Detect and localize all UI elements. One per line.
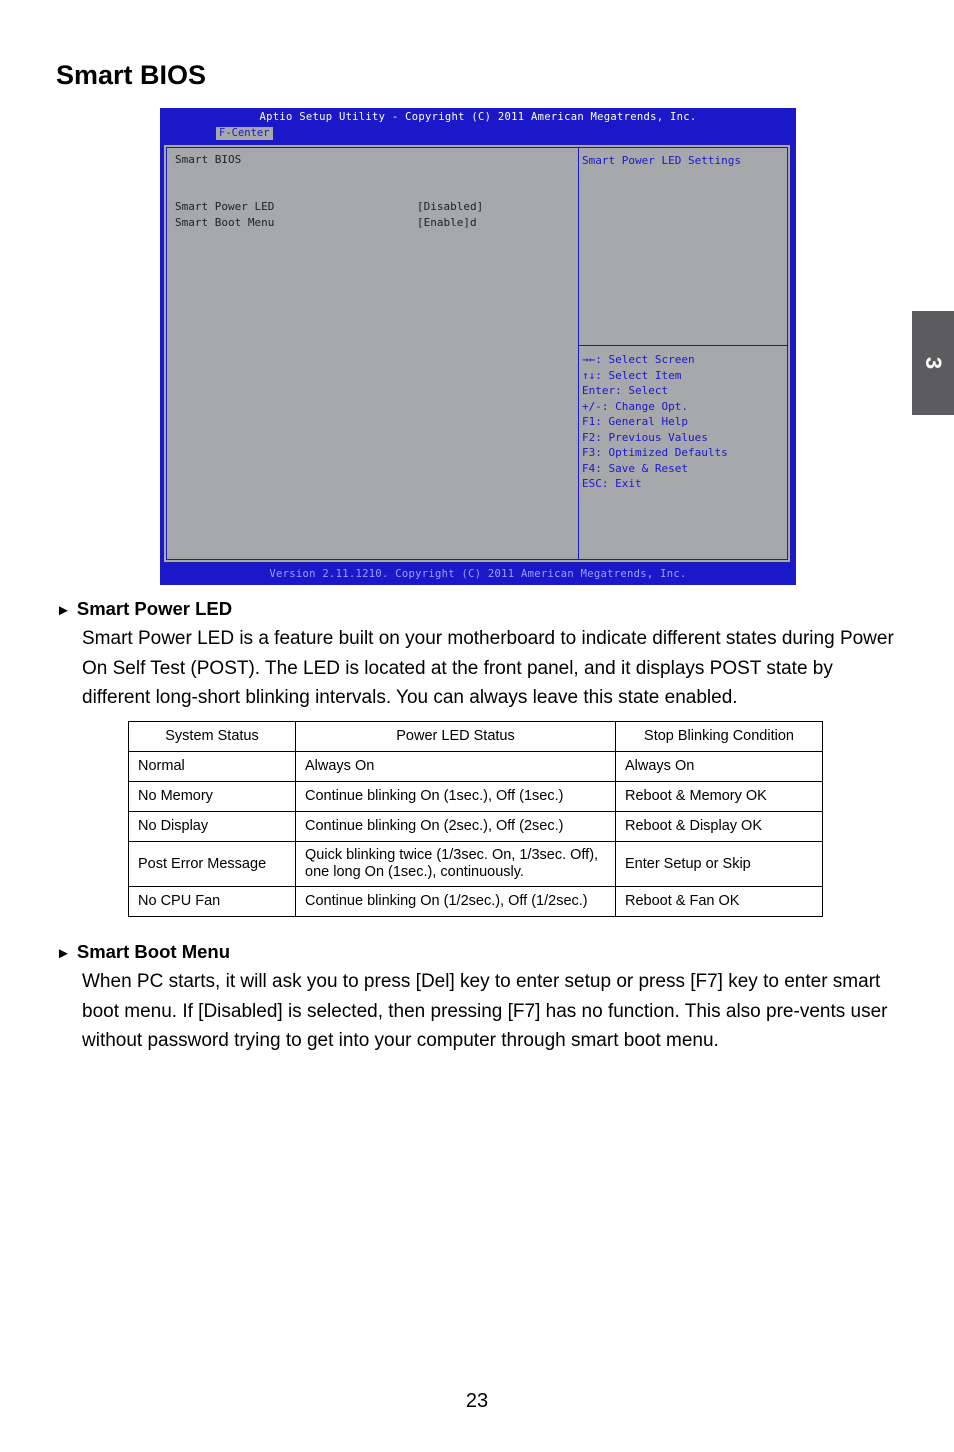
bios-body [163,144,791,563]
bios-key-hint: +/-: Change Opt. [582,399,688,413]
table-cell: Reboot & Memory OK [616,782,823,812]
page-number: 23 [465,1390,489,1412]
table-row [129,842,823,887]
bios-key-hint: F2: Previous Values [582,430,708,444]
bios-screenshot [160,108,796,585]
table-cell: Normal [129,752,296,782]
bios-tab-f-center[interactable]: F-Center [216,127,273,140]
bios-settings-pane [175,152,575,231]
table-cell: Quick blinking twice (1/3sec. On, 1/3sec. Off), one long On (1sec.), continuously. [296,842,616,887]
chapter-tab [912,311,954,415]
bios-header-title: Aptio Setup Utility - Copyright (C) 2011 American Megatrends, Inc. [259,111,697,123]
bios-item-label: Smart Power LED [175,200,275,213]
table-cell: Continue blinking On (2sec.), Off (2sec.) [296,812,616,842]
table-cell: Continue blinking On (1/2sec.), Off (1/2sec.) [296,887,616,917]
smart-power-led-description: Smart Power LED is a feature built on your motherboard to indicate different states during Power On Self Test (POST). The LED is located at the front panel, and it displays POST state by different long-short blinking intervals. You can always leave this state enabled. [82,628,894,708]
table-row [129,812,823,842]
table-cell: Enter Setup or Skip [616,842,823,887]
bios-item-smart-power-led[interactable] [175,199,575,215]
smart-boot-menu-description: When PC starts, it will ask you to press [Del] key to enter setup or press [F7] key to enter smart boot menu. If [Disabled] is selected, then pressing [F7] has no function. This also pre-vents user without password trying to get into your computer through smart boot menu. [82,971,888,1051]
table-row [129,752,823,782]
table-cell: Continue blinking On (1sec.), Off (1sec.) [296,782,616,812]
bios-pane-divider [578,147,579,560]
section-heading-text: Smart Power LED [76,598,233,619]
bios-item-value[interactable]: [Enable]d [417,216,477,229]
table-header-row [129,722,823,752]
bios-help-divider [578,345,788,346]
table-row [129,887,823,917]
bios-key-hint: F3: Optimized Defaults [582,446,728,459]
table-row [129,782,823,812]
section-heading-text: Smart Boot Menu [76,941,230,962]
smart-power-led-heading [56,598,232,620]
bios-key-hint: F1: General Help [582,415,688,428]
bios-key-hint: ESC: Exit [582,477,642,490]
table-cell: No Display [129,812,296,842]
table-header: Stop Blinking Condition [616,722,823,752]
table-cell: Post Error Message [129,842,296,887]
chapter-number: 3 [921,356,946,370]
table-cell: Always On [616,752,823,782]
table-cell: Always On [296,752,616,782]
smart-boot-menu-heading [56,941,230,963]
bios-item-value[interactable]: [Disabled] [417,200,484,213]
bios-key-legend [582,352,728,492]
table-header: Power LED Status [296,722,616,752]
bios-header [160,108,796,144]
table-header: System Status [129,722,296,752]
table-cell: Reboot & Fan OK [616,887,823,917]
bios-item-smart-boot-menu[interactable] [175,215,575,231]
bios-key-hint: ↑↓: Select Item [582,368,682,382]
bios-help-text: Smart Power LED Settings [582,154,741,167]
bios-section-title: Smart BIOS [175,153,242,166]
triangle-bullet-icon: ► [56,945,71,962]
table-cell: No Memory [129,782,296,812]
bios-key-hint: Enter: Select [582,384,669,397]
bios-footer: Version 2.11.1210. Copyright (C) 2011 American Megatrends, Inc. [269,568,687,580]
bios-key-hint: →←: Select Screen [582,353,695,366]
power-led-status-table [128,721,823,917]
table-cell: No CPU Fan [129,887,296,917]
table-cell: Reboot & Display OK [616,812,823,842]
triangle-bullet-icon: ► [56,602,71,619]
page-title: Smart BIOS [56,60,207,90]
bios-item-label: Smart Boot Menu [175,216,275,229]
bios-key-hint: F4: Save & Reset [582,461,688,475]
